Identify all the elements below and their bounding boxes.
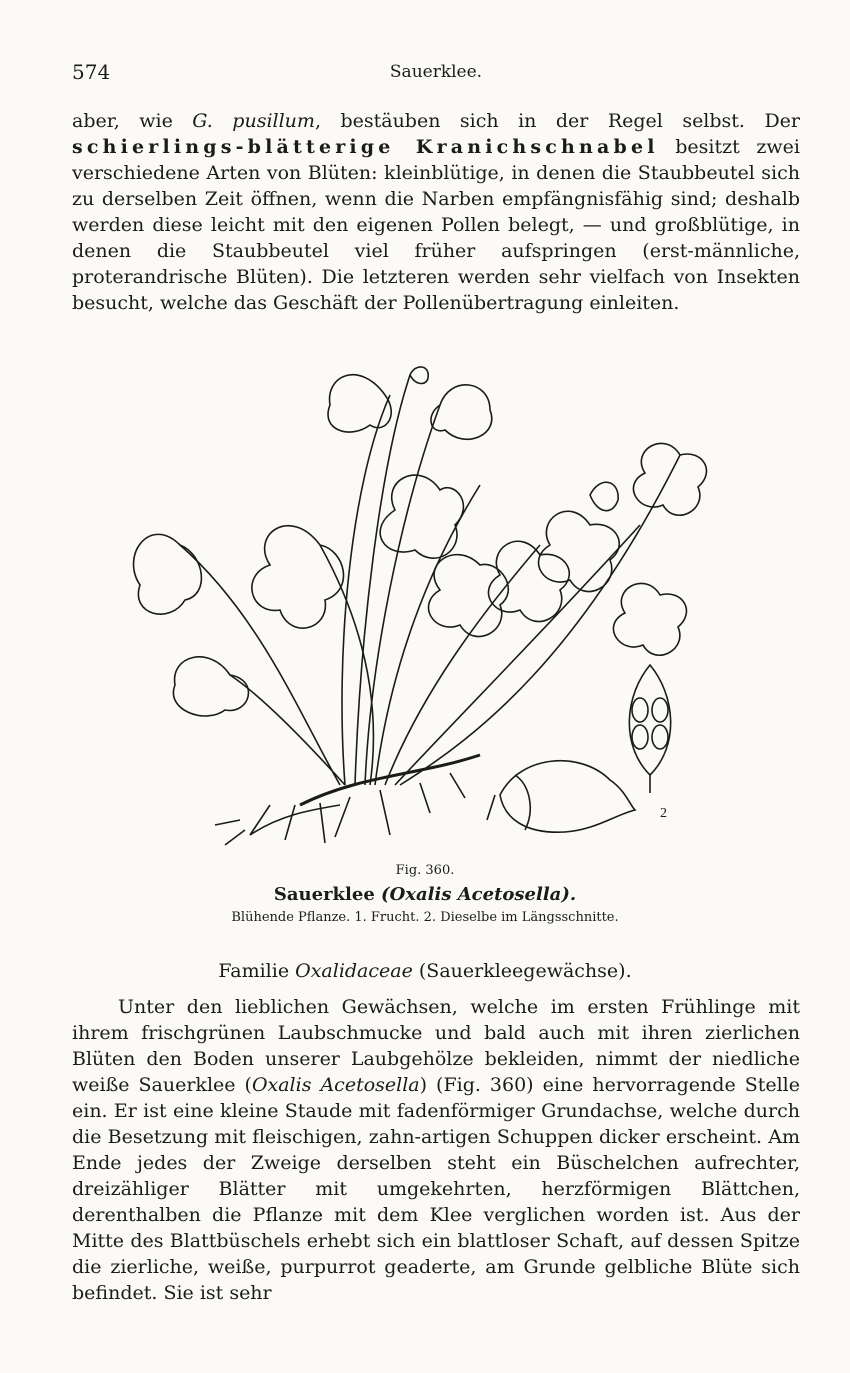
flowers — [328, 367, 618, 511]
oxalis-illustration — [120, 335, 750, 855]
figure-label-2: 2 — [660, 806, 667, 821]
species-name: G. pusillum — [192, 110, 315, 132]
fruit-section-drawing — [629, 665, 670, 821]
paragraph-bottom-text-1: Unter den lieblichen Gewächsen, welche im ersten Frühlinge mit ihrem frischgrünen Laubschmucke und bald auch mit ihren zierlichen Blüten den Boden unserer Laubgehölze bekleiden, nimmt der niedliche weiße Sauerklee ( — [72, 996, 800, 1096]
paragraph-bottom-text-2: ) (Fig. 360) eine hervorragende Stelle ein. Er ist eine kleine Staude mit fadenförmiger Grundachse, welche durch die Besetzung mit fleischigen, zahn-artigen Schuppen dicker erscheint. Am Ende jedes der Zweige derselben steht ein Büschelchen aufrechter, dreizähliger Blätter mit umgekehrten, herzförmigen Blättchen, derenthalben die Pflanze mit dem Klee verglichen worden ist. Aus der Mitte des Blattbüschels erhebt sich ein blattloser Schaft, auf dessen Spitze die zierliche, weiße, purpurrot geaderte, am Grunde gelbliche Blüte sich befindet. Sie ist sehr — [72, 1074, 800, 1304]
section-heading-latin: Oxalidaceae — [295, 960, 413, 982]
figure-number: Fig. 360. — [395, 863, 455, 878]
paragraph-top-text-2: , bestäuben sich in der Regel selbst. Der — [314, 110, 801, 132]
page-header — [72, 60, 800, 90]
running-title: Sauerklee. — [389, 62, 483, 82]
leaf-clusters — [134, 443, 707, 716]
fruit-drawing — [487, 761, 635, 832]
paragraph-bottom — [72, 994, 800, 1306]
figure-caption: Blühende Pflanze. 1. Frucht. 2. Dieselbe im Längsschnitte. — [231, 910, 619, 925]
page-number: 574 — [72, 60, 111, 84]
figure-title-latin: (Oxalis Acetosella). — [381, 884, 577, 905]
figure-title — [0, 884, 850, 905]
species-name-oxalis: Oxalis Acetosella — [251, 1074, 420, 1096]
paragraph-top — [72, 108, 800, 316]
rhizome — [215, 755, 480, 845]
section-heading — [0, 960, 850, 982]
paragraph-top-text-1: aber, wie — [72, 110, 193, 132]
figure-title-plain: Sauerklee — [273, 884, 382, 905]
stems — [180, 375, 680, 785]
section-heading-plain: Familie — [218, 960, 296, 982]
section-heading-rest: (Sauerkleegewächse). — [412, 960, 632, 982]
paragraph-top-text-3: besitzt zwei verschiedene Arten von Blüten: kleinblütige, in denen die Staubbeutel sich zu derselben Zeit öffnen, wenn die Narben empfängnisfähig sind; deshalb werden diese leicht mit den eigenen Pollen belegt, — und großblütige, in denen die Staubbeutel viel früher aufspringen (erst-männliche, proterandrische Blüten). Die letzteren werden sehr vielfach von Insekten besucht, welche das Geschäft der Pollenübertragung einleiten. — [72, 136, 800, 314]
emphasized-plant-name: schierlings-blätterige Kranichschnabel — [72, 136, 659, 158]
